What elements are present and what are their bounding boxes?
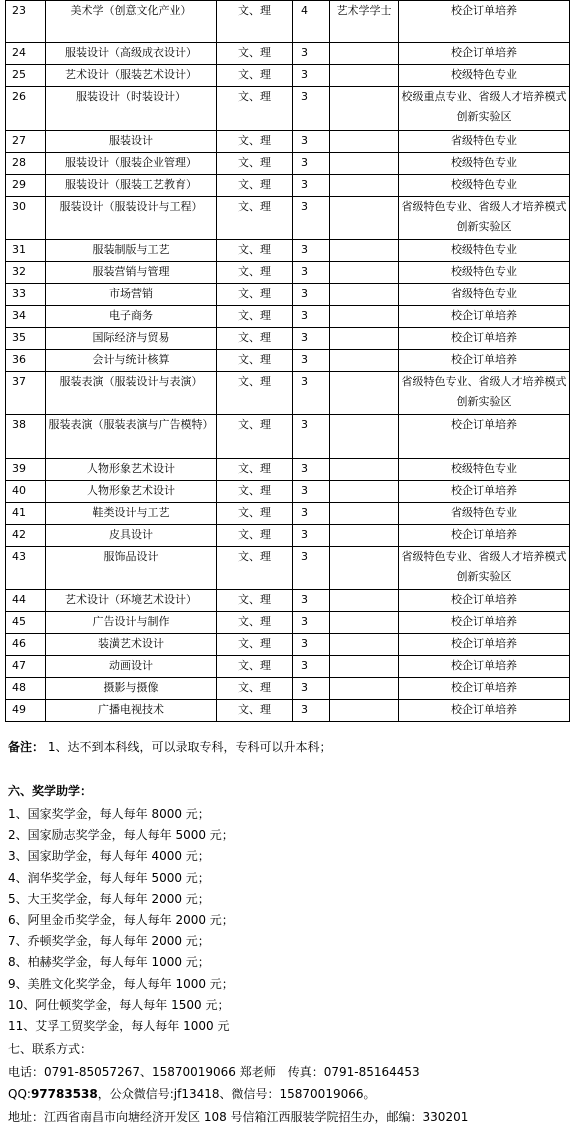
remark-cell: 校企订单培养 (399, 590, 570, 612)
row-number: 24 (6, 43, 46, 65)
subject-type: 文、理 (217, 131, 293, 153)
degree (330, 131, 399, 153)
table-row (6, 503, 570, 525)
table-row (6, 65, 570, 87)
remark-cell: 校企订单培养 (399, 43, 570, 65)
major-name: 国际经济与贸易 (46, 328, 217, 350)
remark-cell: 省级特色专业、省级人才培养模式创新实验区 (399, 197, 570, 240)
major-name: 服装设计（服装工艺教育） (46, 175, 217, 197)
remark-cell: 校企订单培养 (399, 328, 570, 350)
remark-cell: 省级特色专业 (399, 131, 570, 153)
table-row (6, 481, 570, 503)
subject-type: 文、理 (217, 634, 293, 656)
years: 3 (293, 284, 330, 306)
subject-type: 文、理 (217, 306, 293, 328)
table-row (6, 459, 570, 481)
remark-cell: 校企订单培养 (399, 700, 570, 722)
table-row (6, 590, 570, 612)
remark-cell: 校级特色专业 (399, 459, 570, 481)
row-number: 41 (6, 503, 46, 525)
subject-type: 文、理 (217, 65, 293, 87)
major-name: 市场营销 (46, 284, 217, 306)
scholarship-item: 7、乔顿奖学金，每人每年 2000 元； (8, 934, 210, 949)
major-name: 艺术设计（服装艺术设计） (46, 65, 217, 87)
major-name: 装潢艺术设计 (46, 634, 217, 656)
remark-cell: 校企订单培养 (399, 306, 570, 328)
table-row (6, 131, 570, 153)
table-row (6, 372, 570, 415)
table-row (6, 634, 570, 656)
degree (330, 350, 399, 372)
major-name: 鞋类设计与工艺 (46, 503, 217, 525)
table-row (6, 328, 570, 350)
subject-type: 文、理 (217, 415, 293, 459)
subject-type: 文、理 (217, 87, 293, 131)
remark-cell: 省级特色专业 (399, 503, 570, 525)
scholarship-item: 9、美胜文化奖学金，每人每年 1000 元； (8, 976, 234, 991)
table-row (6, 656, 570, 678)
major-name: 服装表演（服装表演与广告模特） (46, 415, 217, 459)
major-name: 皮具设计 (46, 525, 217, 547)
subject-type: 文、理 (217, 240, 293, 262)
years: 3 (293, 503, 330, 525)
table-row (6, 547, 570, 590)
subject-type: 文、理 (217, 612, 293, 634)
years: 3 (293, 350, 330, 372)
contact-address: 地址：江西省南昌市向塘经济开发区 108 号信箱江西服装学院招生办，邮编：330201 (8, 1110, 469, 1124)
years: 3 (293, 328, 330, 350)
row-number: 28 (6, 153, 46, 175)
years: 3 (293, 131, 330, 153)
major-name: 美术学（创意文化产业） (46, 1, 217, 43)
scholarship-item: 4、润华奖学金，每人每年 5000 元； (8, 870, 210, 885)
years: 3 (293, 634, 330, 656)
row-number: 32 (6, 262, 46, 284)
degree (330, 503, 399, 525)
table-row (6, 240, 570, 262)
remark (8, 738, 331, 755)
row-number: 47 (6, 656, 46, 678)
subject-type: 文、理 (217, 547, 293, 590)
years: 3 (293, 43, 330, 65)
remark-cell: 校级特色专业 (399, 175, 570, 197)
remark-cell: 校企订单培养 (399, 656, 570, 678)
table-row (6, 700, 570, 722)
table-row (6, 284, 570, 306)
row-number: 36 (6, 350, 46, 372)
degree: 艺术学学士 (330, 1, 399, 43)
years: 3 (293, 65, 330, 87)
years: 3 (293, 700, 330, 722)
major-name: 服装设计（服装企业管理） (46, 153, 217, 175)
years: 3 (293, 612, 330, 634)
major-name: 服装设计（时装设计） (46, 87, 217, 131)
row-number: 42 (6, 525, 46, 547)
degree (330, 459, 399, 481)
remark-cell: 校企订单培养 (399, 634, 570, 656)
years: 3 (293, 481, 330, 503)
years: 3 (293, 656, 330, 678)
scholarship-item: 11、艾孚工贸奖学金，每人每年 1000 元 (8, 1019, 230, 1033)
years: 3 (293, 87, 330, 131)
degree (330, 547, 399, 590)
degree (330, 656, 399, 678)
degree (330, 415, 399, 459)
degree (330, 678, 399, 700)
subject-type: 文、理 (217, 1, 293, 43)
remark-cell: 校企订单培养 (399, 678, 570, 700)
contact-qq (8, 1085, 376, 1102)
remark-cell: 校级特色专业 (399, 153, 570, 175)
remark-cell: 省级特色专业、省级人才培养模式创新实验区 (399, 547, 570, 590)
major-name: 摄影与摄像 (46, 678, 217, 700)
table-row (6, 153, 570, 175)
scholarship-item: 8、柏赫奖学金，每人每年 1000 元； (8, 955, 210, 970)
remark-cell: 省级特色专业、省级人才培养模式创新实验区 (399, 372, 570, 415)
contact-heading: 七、联系方式： (8, 1042, 93, 1056)
subject-type: 文、理 (217, 459, 293, 481)
row-number: 40 (6, 481, 46, 503)
years: 3 (293, 153, 330, 175)
years: 3 (293, 175, 330, 197)
degree (330, 175, 399, 197)
row-number: 27 (6, 131, 46, 153)
remark-cell: 校企订单培养 (399, 481, 570, 503)
major-name: 广告设计与制作 (46, 612, 217, 634)
table-row (6, 678, 570, 700)
contact-phone: 电话：0791-85057267、15870019066 郑老师 传真：0791-85164453 (8, 1065, 420, 1079)
subject-type: 文、理 (217, 525, 293, 547)
major-name: 服装设计 (46, 131, 217, 153)
scholarship-item: 5、大王奖学金，每人每年 2000 元； (8, 891, 210, 906)
majors-table (5, 0, 570, 722)
row-number: 37 (6, 372, 46, 415)
major-name: 会计与统计核算 (46, 350, 217, 372)
subject-type: 文、理 (217, 700, 293, 722)
remark-text: 1、达不到本科线，可以录取专科，专科可以升本科； (47, 740, 332, 754)
years: 3 (293, 547, 330, 590)
scholarship-item: 2、国家励志奖学金，每人每年 5000 元； (8, 828, 234, 843)
qq-label: QQ: (8, 1087, 31, 1101)
degree (330, 262, 399, 284)
subject-type: 文、理 (217, 43, 293, 65)
table-row (6, 197, 570, 240)
degree (330, 240, 399, 262)
row-number: 33 (6, 284, 46, 306)
major-name: 艺术设计（环境艺术设计） (46, 590, 217, 612)
row-number: 46 (6, 634, 46, 656)
degree (330, 65, 399, 87)
scholarship-item: 3、国家助学金，每人每年 4000 元； (8, 849, 210, 864)
years: 3 (293, 415, 330, 459)
degree (330, 634, 399, 656)
degree (330, 153, 399, 175)
remark-label: 备注： (8, 740, 45, 754)
table-row (6, 87, 570, 131)
subject-type: 文、理 (217, 503, 293, 525)
major-name: 服装设计（服装设计与工程） (46, 197, 217, 240)
subject-type: 文、理 (217, 153, 293, 175)
degree (330, 525, 399, 547)
subject-type: 文、理 (217, 284, 293, 306)
years: 3 (293, 306, 330, 328)
subject-type: 文、理 (217, 328, 293, 350)
remark-cell: 省级特色专业 (399, 284, 570, 306)
row-number: 35 (6, 328, 46, 350)
scholarship-item: 10、阿仕顿奖学金，每人每年 1500 元； (8, 997, 230, 1012)
major-name: 人物形象艺术设计 (46, 459, 217, 481)
subject-type: 文、理 (217, 197, 293, 240)
table-row (6, 306, 570, 328)
years: 4 (293, 1, 330, 43)
remark-cell: 校级重点专业、省级人才培养模式创新实验区 (399, 87, 570, 131)
table-row (6, 350, 570, 372)
years: 3 (293, 240, 330, 262)
subject-type: 文、理 (217, 372, 293, 415)
degree (330, 328, 399, 350)
row-number: 25 (6, 65, 46, 87)
remark-cell: 校级特色专业 (399, 65, 570, 87)
table-row (6, 262, 570, 284)
table-row (6, 43, 570, 65)
years: 3 (293, 459, 330, 481)
subject-type: 文、理 (217, 175, 293, 197)
years: 3 (293, 372, 330, 415)
major-name: 动画设计 (46, 656, 217, 678)
row-number: 34 (6, 306, 46, 328)
qq-rest: ，公众微信号:jf13418、微信号：15870019066。 (97, 1087, 376, 1101)
qq-value: 97783538 (30, 1087, 98, 1101)
row-number: 44 (6, 590, 46, 612)
major-name: 电子商务 (46, 306, 217, 328)
remark-cell: 校企订单培养 (399, 612, 570, 634)
row-number: 43 (6, 547, 46, 590)
table-row (6, 415, 570, 459)
row-number: 38 (6, 415, 46, 459)
remark-cell: 校企订单培养 (399, 1, 570, 43)
major-name: 服装表演（服装设计与表演） (46, 372, 217, 415)
subject-type: 文、理 (217, 262, 293, 284)
scholarship-heading: 六、奖学助学： (8, 784, 93, 798)
degree (330, 612, 399, 634)
years: 3 (293, 590, 330, 612)
remark-cell: 校企订单培养 (399, 415, 570, 459)
major-name: 服饰品设计 (46, 547, 217, 590)
years: 3 (293, 197, 330, 240)
years: 3 (293, 525, 330, 547)
subject-type: 文、理 (217, 590, 293, 612)
major-name: 广播电视技术 (46, 700, 217, 722)
subject-type: 文、理 (217, 678, 293, 700)
major-name: 服装设计（高级成衣设计） (46, 43, 217, 65)
degree (330, 306, 399, 328)
degree (330, 197, 399, 240)
row-number: 45 (6, 612, 46, 634)
remark-cell: 校级特色专业 (399, 262, 570, 284)
row-number: 39 (6, 459, 46, 481)
years: 3 (293, 678, 330, 700)
scholarship-item: 1、国家奖学金，每人每年 8000 元； (8, 807, 210, 821)
subject-type: 文、理 (217, 350, 293, 372)
degree (330, 372, 399, 415)
remark-cell: 校企订单培养 (399, 525, 570, 547)
degree (330, 87, 399, 131)
table-row (6, 525, 570, 547)
subject-type: 文、理 (217, 656, 293, 678)
row-number: 30 (6, 197, 46, 240)
subject-type: 文、理 (217, 481, 293, 503)
years: 3 (293, 262, 330, 284)
degree (330, 284, 399, 306)
row-number: 31 (6, 240, 46, 262)
remark-cell: 校级特色专业 (399, 240, 570, 262)
row-number: 26 (6, 87, 46, 131)
row-number: 49 (6, 700, 46, 722)
degree (330, 590, 399, 612)
major-name: 服装营销与管理 (46, 262, 217, 284)
table-row (6, 612, 570, 634)
scholarship-item: 6、阿里金币奖学金，每人每年 2000 元； (8, 913, 234, 927)
table-row (6, 175, 570, 197)
major-name: 人物形象艺术设计 (46, 481, 217, 503)
degree (330, 700, 399, 722)
remark-cell: 校企订单培养 (399, 350, 570, 372)
degree (330, 481, 399, 503)
major-name: 服装制版与工艺 (46, 240, 217, 262)
degree (330, 43, 399, 65)
table-row (6, 1, 570, 43)
row-number: 48 (6, 678, 46, 700)
row-number: 29 (6, 175, 46, 197)
row-number: 23 (6, 1, 46, 43)
